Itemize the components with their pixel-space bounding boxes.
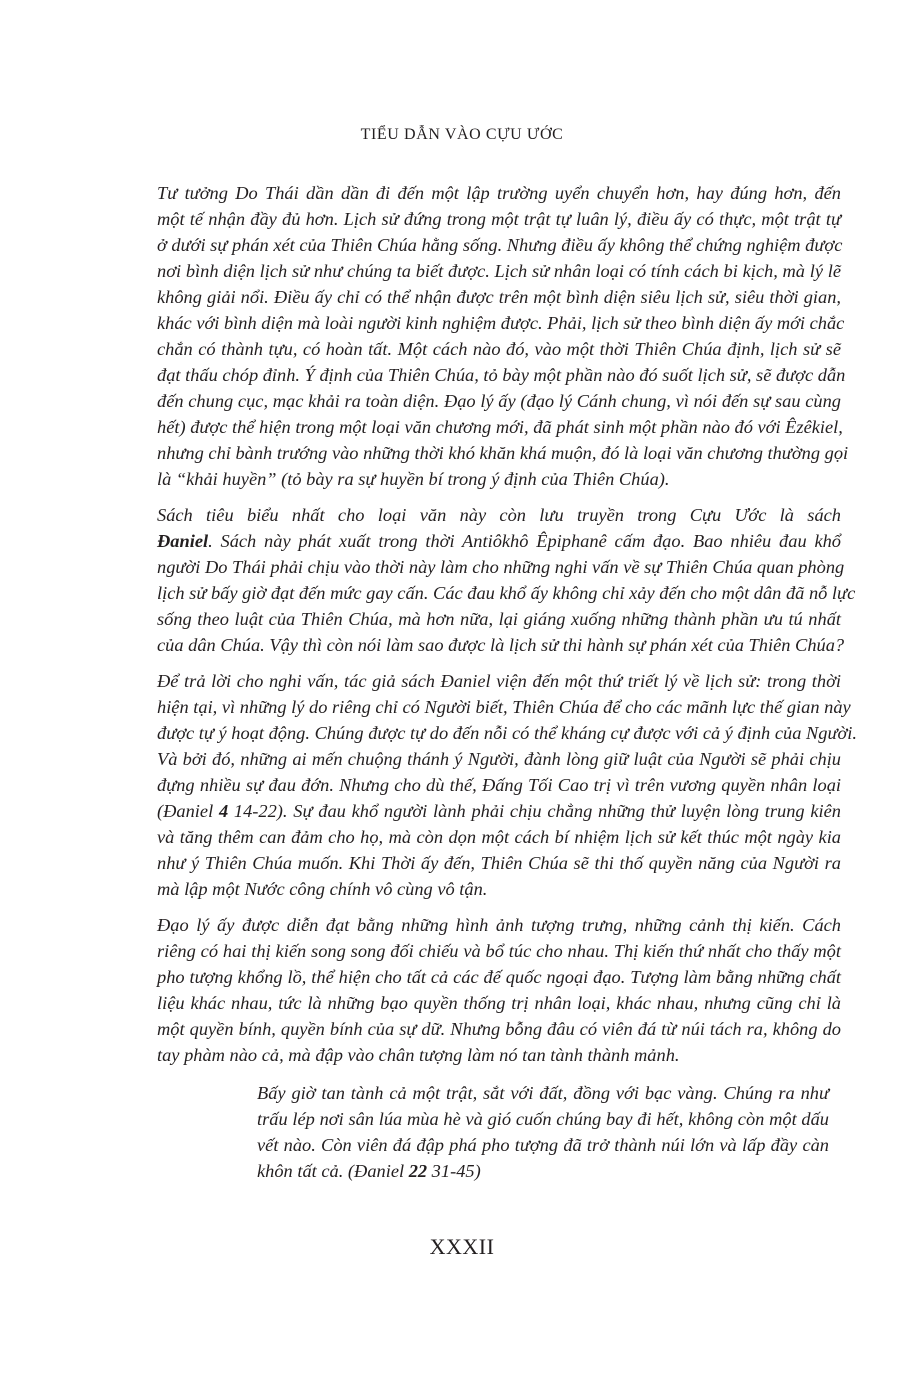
text-line: mà lập một Nước công chính vô cùng vô tận.: [157, 879, 488, 899]
text-line: Đaniel. Sách này phát xuất trong thời Antiôkhô Êpiphanê cấm đạo. Bao nhiêu đau khổ: [157, 531, 841, 551]
bold-reference: Đaniel: [157, 531, 209, 551]
paragraph-1: [157, 180, 849, 492]
text-line: nhưng chỉ bành trướng vào những thời khó khăn khá muộn, đó là loại văn chương thường gọi: [157, 443, 849, 463]
quote-line: khôn tất cả. (Đaniel 22 31-45): [257, 1161, 481, 1181]
quote-line: Bấy giờ tan tành cả một trật, sắt với đất, đồng với bạc vàng. Chúng ra như: [257, 1083, 829, 1103]
text-line: của dân Chúa. Vậy thì còn nói làm sao được là lịch sử thi hành sự phán xét của Thiên Chúa?: [157, 635, 845, 655]
paragraph-2: [157, 502, 856, 658]
text-line: chắn có thành tựu, có hoàn tất. Một cách nào đó, vào một thời Thiên Chúa định, lịch sử sẽ: [157, 339, 841, 359]
text-line: một quyền bính, quyền bính của sự dữ. Nhưng bỗng đâu có viên đá từ núi tách ra, không do: [157, 1019, 841, 1039]
text-line: là “khải huyền” (tỏ bày ra sự huyền bí trong ý định của Thiên Chúa).: [157, 469, 670, 489]
text-line: hết) được thể hiện trong một loại văn chương mới, đã phát sinh một phần nào đó với Êzêkiel,: [157, 417, 843, 437]
text-line: đựng nhiều sự đau đớn. Nhưng cho dù thế, Đấng Tối Cao trị vì trên vương quyền nhân loại: [157, 775, 841, 795]
quote-line: trấu lép nơi sân lúa mùa hè và gió cuốn chúng bay đi hết, không còn một dấu: [257, 1109, 829, 1129]
text-line: Để trả lời cho nghi vấn, tác giả sách Đaniel viện đến một thứ triết lý về lịch sử: trong thời: [157, 671, 841, 691]
bold-reference: 4: [218, 801, 229, 821]
text-line: tay phàm nào cả, mà đập vào chân tượng làm nó tan tành thành mảnh.: [157, 1045, 680, 1065]
text-line: (Đaniel 4 14-22). Sự đau khổ người lành phải chịu chẳng những thử luyện lòng trung kiên: [157, 801, 841, 821]
body-text: [157, 180, 858, 1078]
page-number: XXXII: [429, 1234, 495, 1259]
text-line: đến chung cục, mạc khải ra toàn diện. Đạo lý ấy (đạo lý Cánh chung, vì nói đến sự sau cùng: [157, 391, 841, 411]
running-head: TIỂU DẪN VÀO CỰU ƯỚC: [360, 126, 564, 143]
text-line: pho tượng khổng lồ, thể hiện cho tất cả các đế quốc ngoại đạo. Tượng làm bằng những chất: [157, 967, 841, 987]
text-line: riêng có hai thị kiến song song đối chiếu và bổ túc cho nhau. Thị kiến thứ nhất cho thấy một: [157, 941, 841, 961]
paragraph-4: [157, 912, 841, 1068]
text-line: ở dưới sự phán xét của Thiên Chúa hằng sống. Nhưng điều ấy không thể chứng nghiệm được: [157, 235, 843, 255]
text-line: người Do Thái phải chịu vào thời này làm cho những nghi vấn về sự Thiên Chúa quan phòng: [157, 557, 845, 577]
text-line: sống theo luật của Thiên Chúa, mà hơn nữa, lại giáng xuống những thành phần ưu tú nhất: [157, 609, 841, 629]
text-line: một tế nhận đầy đủ hơn. Lịch sử đứng trong một trật tự luân lý, điều ấy có thực, một trật tự: [157, 209, 841, 229]
text-line: hiện tại, vì những lý do riêng chỉ có Người biết, Thiên Chúa để cho các mãnh lực thế gian này: [157, 697, 851, 717]
quote-line: vết nào. Còn viên đá đập phá pho tượng đã trở thành núi lớn và lấp đầy càn: [257, 1135, 829, 1155]
text-line: liệu khác nhau, tức là những bạo quyền thống trị nhân loại, khác nhau, nhưng cũng chỉ là: [157, 993, 841, 1013]
text-line: Sách tiêu biểu nhất cho loại văn này còn lưu truyền trong Cựu Ước là sách: [157, 505, 841, 525]
text-line: lịch sử bấy giờ đạt đến mức gay cấn. Các đau khổ ấy không chỉ xảy đến cho một dân đã nỗ lực: [157, 583, 856, 603]
text-line: Và bởi đó, những ai mến chuộng thánh ý Người, đành lòng giữ luật của Người sẽ phải chịu: [157, 749, 841, 769]
text-line: không giải nổi. Điều ấy chỉ có thể nhận được trên một bình diện siêu lịch sử, siêu thời gian,: [157, 287, 841, 307]
text-line: và tăng thêm can đảm cho họ, mà còn dọn một cách bí nhiệm lịch sử kết thúc một ngày kia: [157, 827, 841, 847]
text-line: đạt thấu chóp đỉnh. Ý định của Thiên Chúa, tỏ bày một phần nào đó suốt lịch sử, sẽ được dẫn: [157, 365, 846, 385]
text-line: nơi bình diện lịch sử như chúng ta biết được. Lịch sử nhân loại có tính cách bi kịch, mà lý lẽ: [157, 261, 841, 281]
paragraph-3: [157, 668, 858, 902]
text-line: khác với bình diện mà loài người kinh nghiệm được. Phải, lịch sử theo bình diện ấy mới chắc: [157, 313, 845, 333]
text-line: Đạo lý ấy được diễn đạt bằng những hình ảnh tượng trưng, những cảnh thị kiến. Cách: [157, 915, 841, 935]
block-quote: [257, 1080, 829, 1184]
text-line: như ý Thiên Chúa muốn. Khi Thời ấy đến, Thiên Chúa sẽ thi thố quyền năng của Người ra: [157, 853, 841, 873]
bold-reference: 22: [408, 1161, 428, 1181]
text-line: được tự ý hoạt động. Chúng được tự do đến nỗi có thể kháng cự được với cả ý định của Người.: [157, 723, 858, 743]
text-line: Tư tưởng Do Thái dần dần đi đến một lập trường uyển chuyển hơn, hay đúng hơn, đến: [157, 183, 841, 203]
